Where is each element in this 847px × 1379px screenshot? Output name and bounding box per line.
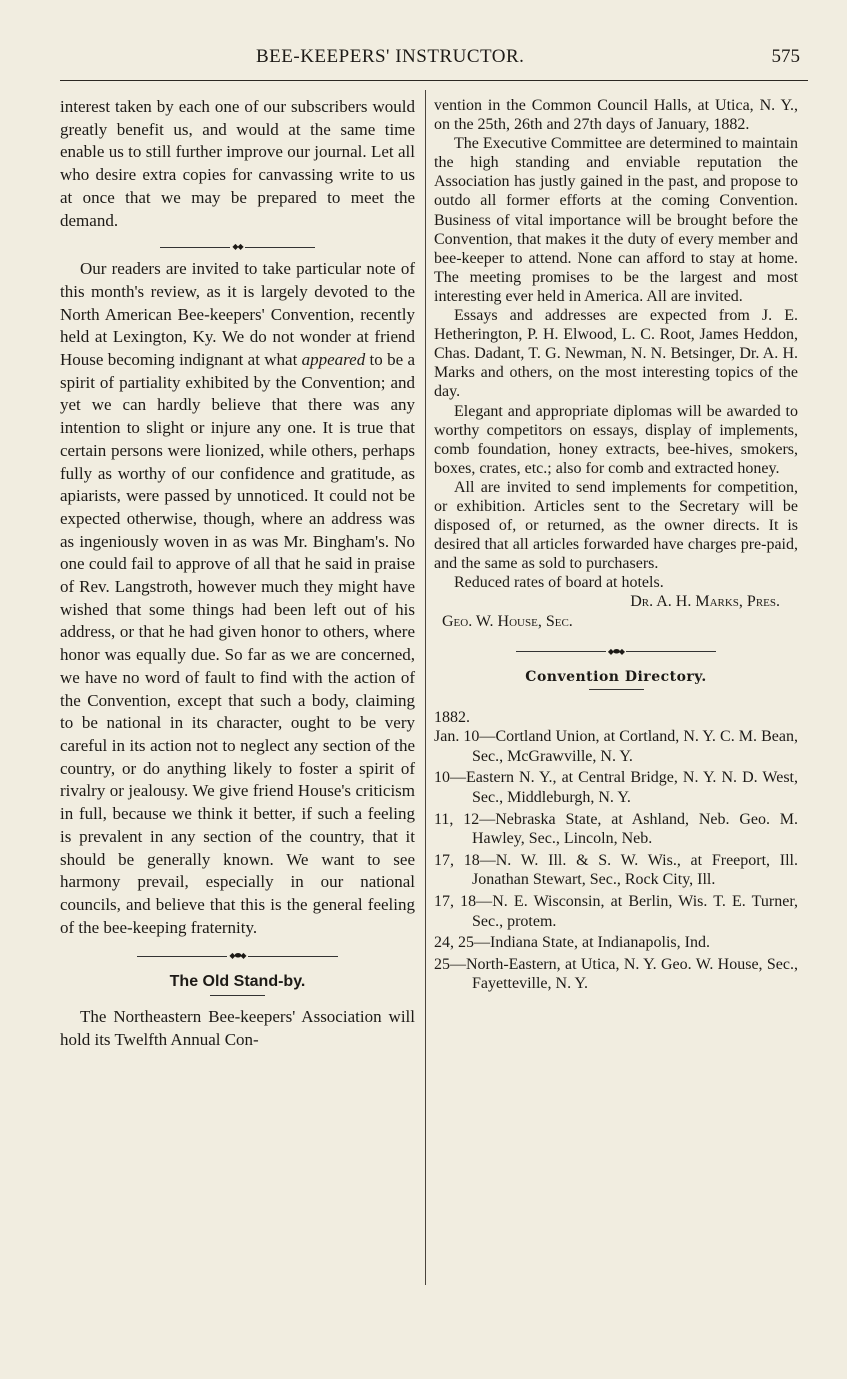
paragraph: vention in the Common Council Halls, at Utica, N. Y., on the 25th, 26th and 27th days of January, 1882. [434,97,798,134]
page-header [60,44,805,74]
paragraph: Elegant and appropriate diplomas will be awarded to worthy competitors on essays, display of implements, comb foundation, honey extracts, bee-hives, smokers, boxes, crates, etc.; also for comb and extracted honey. [434,402,798,477]
list-item: 17, 18—N. W. Ill. & S. W. Wis., at Freeport, Ill. Jonathan Stewart, Sec., Rock City, Ill. [434,851,799,889]
paragraph: Our readers are invited to take particular note of this month's review, as it is largely devoted to the North American Bee-keepers' Convention, recently held at Lexington, Ky. We do not wonder at friend House becoming indignant at what appeared to be a spirit of partiality exhibited by the Convention; and yet we can hardly believe that there was any intention to slight or injure any one. It is true that certain persons were lionized, while others, perhaps fully as worthy of our confidence and gratitude, as apiarists, were passed by unnoticed. It could not be expected otherwise, though, where an address was as ingeniously woven in as was Mr. Bingham's. No one could fail to approve of all that he said in praise of Rev. Langstroth, however much they might have wished that some things had been left out of his address, or that he had given honor to others, where honor was equally due. So far as we are concerned, we have no word of fault to find with the action of the Convention, except that such a body, claiming to be national in its character, ought to be very careful in its action not to neglect any section of the country, or do anything likely to foster a spirit of rivalry or jealousy. We give friend House's criticism in full, because we think it better, if such a feeling is prevalent in any section of the country, that it should be generally known. We want to see harmony prevail, especially in our national councils, and believe that this is the general feeling of the bee-keeping fraternity. [60,259,415,937]
list-item: Jan. 10—Cortland Union, at Cortland, N. Y. C. M. Bean, Sec., McGrawville, N. Y. [434,728,799,765]
page-number: 575 [771,46,800,67]
column-divider [425,90,426,1285]
italic-word: appeared [301,350,366,370]
list-item: 24, 25—Indiana State, at Indianapolis, Ind. [434,934,710,952]
paragraph: interest taken by each one of our subscribers would greatly benefit us, and would at the same time enable us to still further improve our journal. Let all who desire extra copies for canvassing write to us at once that we may be prepared to meet the demand. [60,97,415,230]
list-item: 25—North-Eastern, at Utica, N. Y. Geo. W. House, Sec., Fayetteville, N. Y. [434,955,798,993]
directory-year: 1882. [434,708,470,726]
paragraph: The Executive Committee are determined to maintain the high standing and enviable reputation the Association has justly gained in the past, and propose to outdo all former efforts at the coming Convention. Business of vital importance will be brought before the Convention, that makes it the duty of every member and bee-keeper to attend. None can afford to stay at home. The meeting promises to be the largest and most interesting ever held in America. All are invited. [434,135,798,305]
signature-president: Dr. A. H. Marks, Pres. [630,593,780,611]
signature-secretary: Geo. W. House, Sec. [442,612,573,630]
right-column [434,96,798,996]
list-item: 10—Eastern N. Y., at Central Bridge, N. Y. N. D. West, Sec., Middleburgh, N. Y. [434,769,798,806]
short-rule [210,995,265,996]
section-heading: Convention Directory. [525,668,707,685]
ornamental-divider: ◆⬬◆ [60,945,415,967]
header-rule [60,80,808,81]
convention-directory [434,708,798,994]
paragraph: Essays and addresses are expected from J. E. Hetherington, P. H. Elwood, L. C. Root, James Heddon, Chas. Dadant, T. G. Newman, N. N. Betsinger, Dr. A. H. Marks and others, on the most interesting topics of the day. [434,307,798,401]
ornamental-divider: ◆◆ [60,236,415,258]
short-rule [589,689,644,690]
paragraph: Reduced rates of board at hotels. [454,574,664,592]
paragraph: All are invited to send implements for competition, or exhibition. Articles sent to the Secretary will be disposed of, or returned, as the owner directs. It is desired that all articles forwarded have charges pre-paid, and the same as sold to purchasers. [434,478,798,573]
left-column [60,96,415,1052]
list-item: 11, 12—Nebraska State, at Ashland, Neb. Geo. M. Hawley, Sec., Lincoln, Neb. [434,810,799,848]
list-item: 17, 18—N. E. Wisconsin, at Berlin, Wis. T. E. Turner, Sec., protem. [434,892,799,930]
ornamental-divider: ◆⬬◆ [434,641,798,663]
paragraph: The Northeastern Bee-keepers' Association will hold its Twelfth Annual Con- [60,1007,415,1050]
section-heading: The Old Stand-by. [169,973,306,991]
running-title: BEE-KEEPERS' INSTRUCTOR. [256,46,525,67]
